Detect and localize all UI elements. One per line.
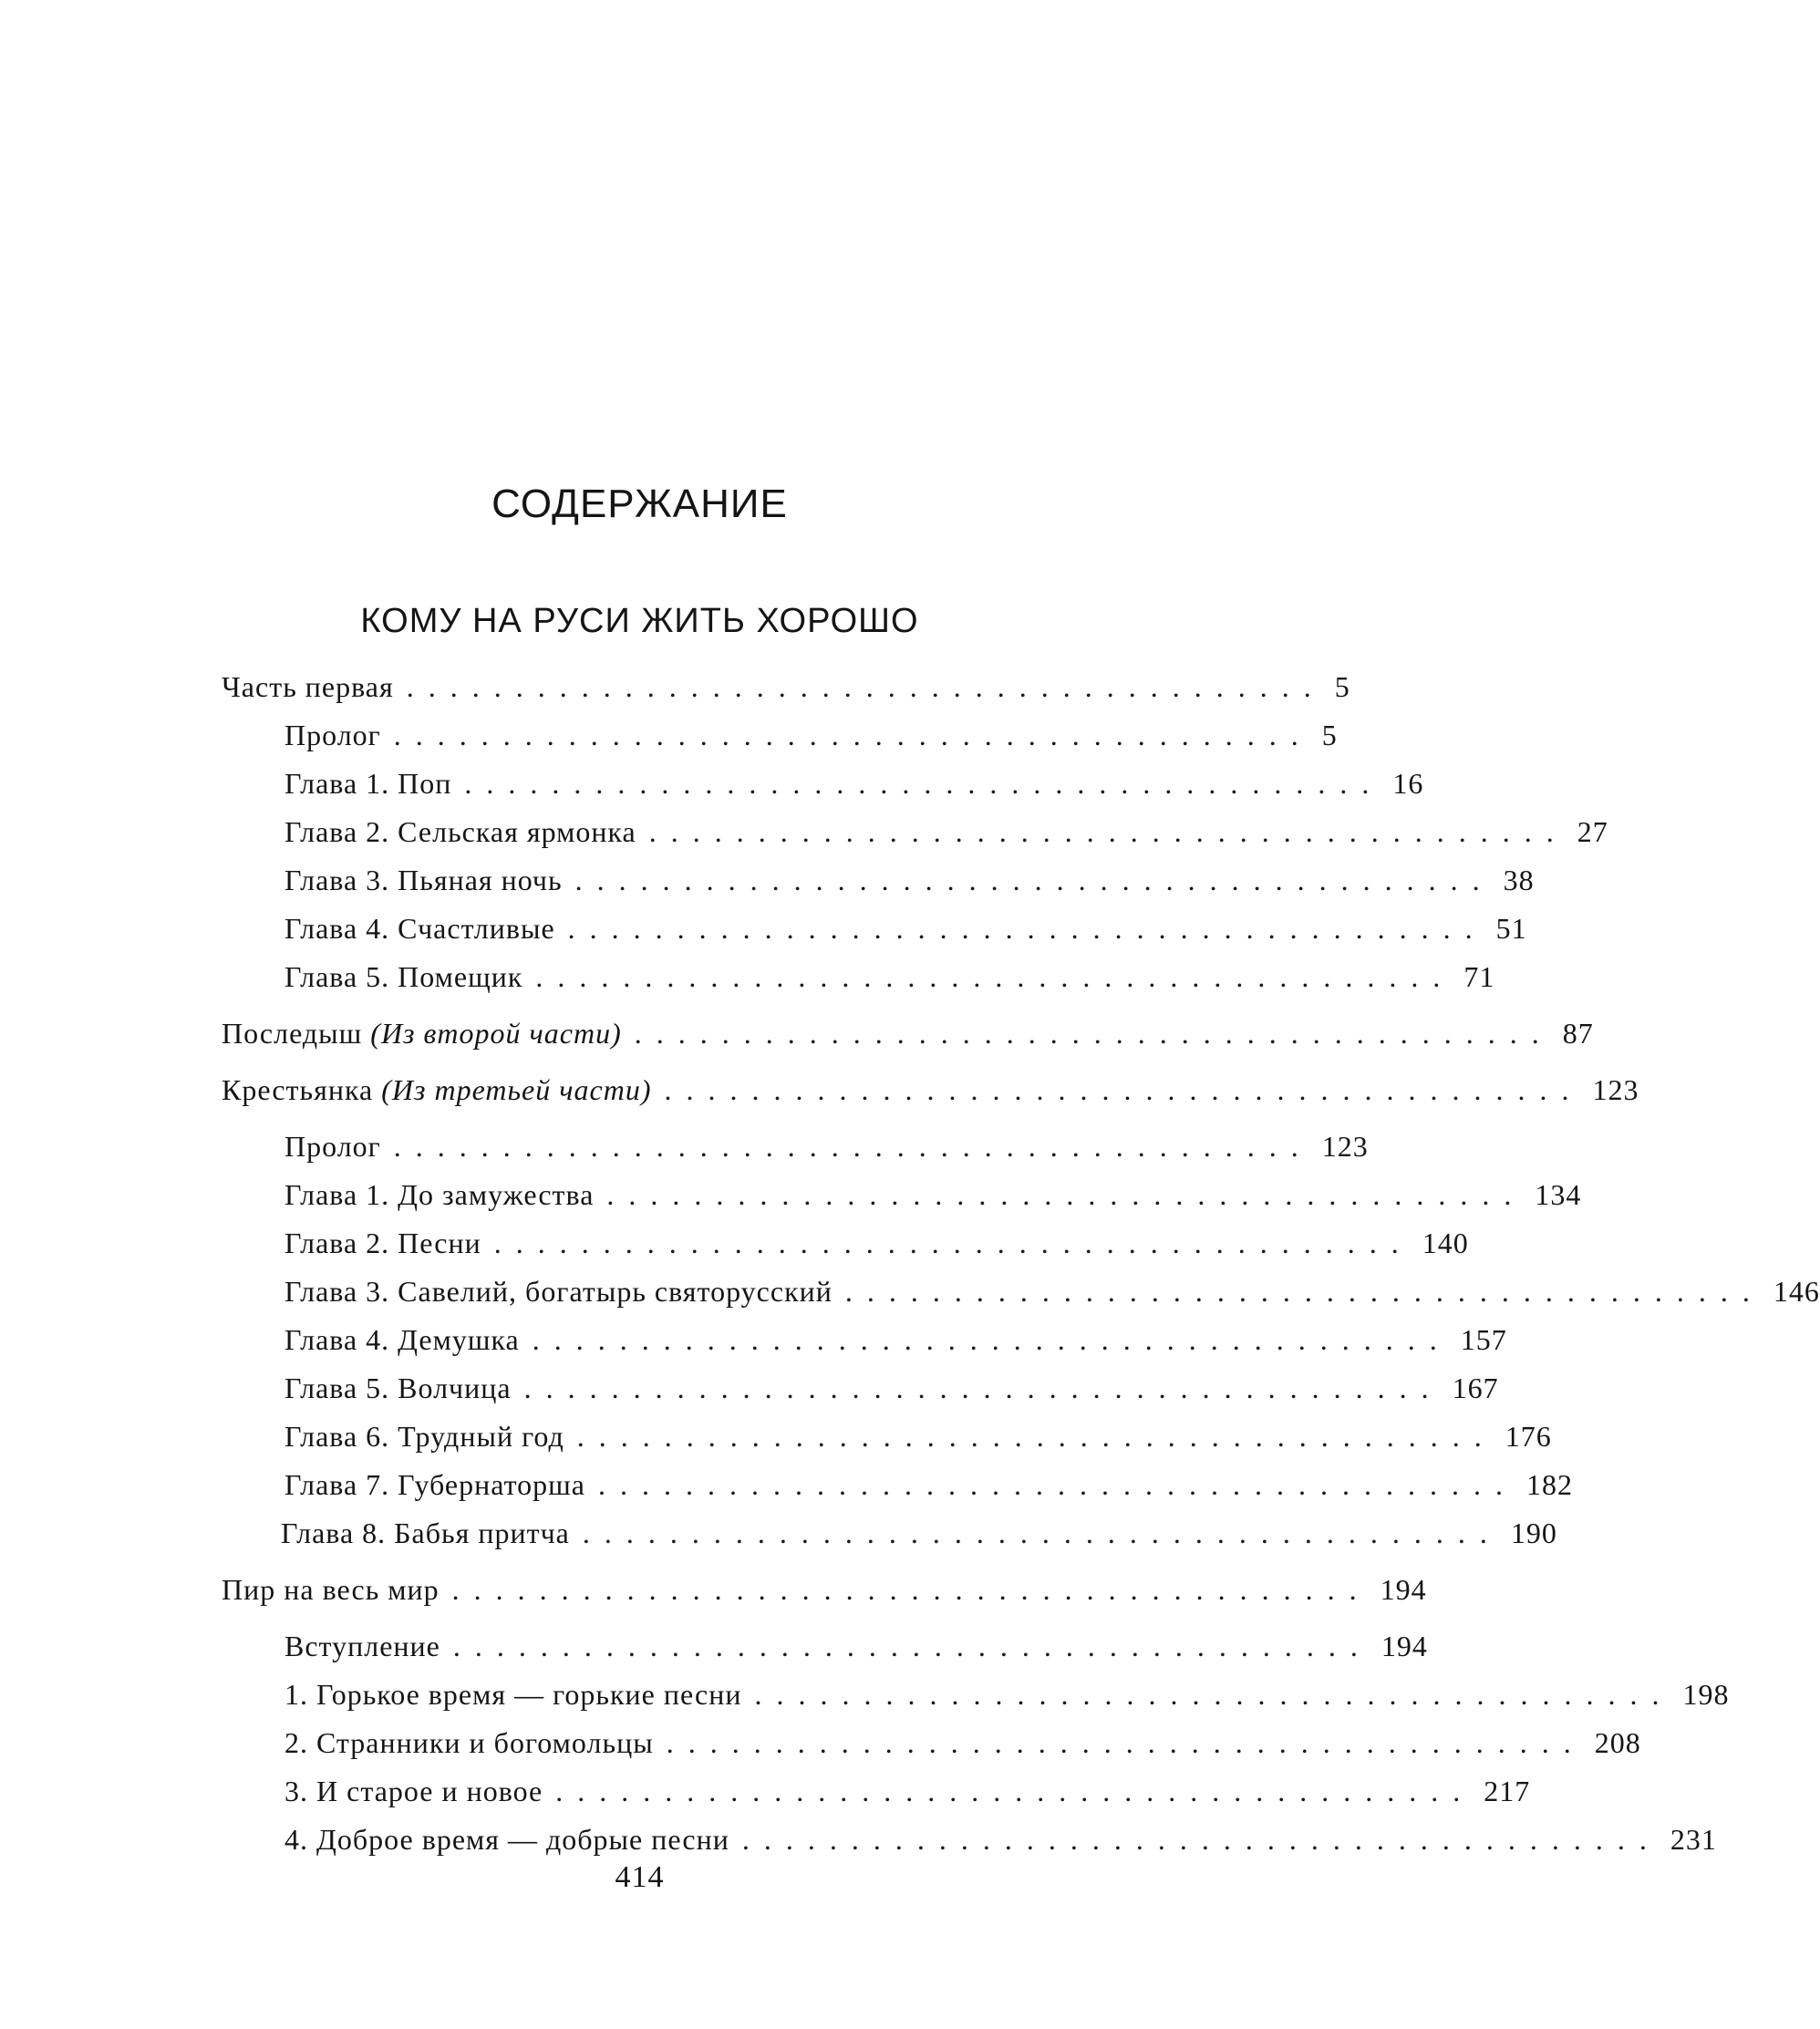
toc-entry	[284, 1319, 1507, 1361]
dot-leader: ..........................................	[555, 1775, 1475, 1807]
toc-entry-title: Глава 7. Губернаторша	[284, 1468, 585, 1501]
toc-entry	[281, 1512, 1557, 1554]
toc-entry-title: Глава 1. Поп	[284, 767, 452, 800]
toc-entry-page: 217	[1484, 1775, 1531, 1807]
toc-entry	[284, 1415, 1552, 1457]
toc-entry-page: 123	[1592, 1073, 1639, 1106]
dot-leader: ..........................................	[574, 864, 1494, 896]
dot-leader: ..........................................	[664, 1073, 1584, 1106]
toc-entry-page: 38	[1503, 864, 1535, 896]
dot-leader: ..........................................	[666, 1726, 1586, 1759]
dot-leader: ..........................................	[393, 1130, 1313, 1163]
dot-leader: ..........................................	[844, 1275, 1764, 1308]
toc-entry	[284, 907, 1527, 949]
dot-leader: ..........................................	[406, 670, 1326, 703]
toc-entry	[284, 714, 1338, 756]
toc-entry	[284, 1625, 1428, 1667]
dot-leader: ..........................................	[523, 1372, 1443, 1404]
toc-entry-title: Последыш	[222, 1017, 363, 1050]
toc-entry-title: Пир на весь мир	[222, 1573, 439, 1606]
toc-entry-title: Глава 5. Волчица	[284, 1372, 512, 1404]
work-title: КОМУ НА РУСИ ЖИТЬ ХОРОШО	[360, 602, 919, 640]
toc-entry-title: 4. Доброе время — добрые песни	[284, 1823, 729, 1856]
dot-leader: ..........................................	[464, 767, 1384, 800]
toc-entry-title: Глава 2. Песни	[284, 1227, 481, 1259]
toc-entry-title: Глава 3. Пьяная ночь	[284, 864, 563, 896]
toc-entry-title: Глава 4. Демушка	[284, 1323, 520, 1356]
dot-leader: ..........................................	[532, 1323, 1452, 1356]
toc-entry-title: Глава 2. Сельская ярмонка	[284, 815, 636, 848]
toc-entry-title: Глава 1. До замужества	[284, 1178, 595, 1211]
toc-entry-page: 5	[1321, 719, 1338, 751]
toc-entry-title: Глава 3. Савелий, богатырь святорусский	[284, 1275, 832, 1308]
toc-entry-page: 157	[1460, 1323, 1507, 1356]
toc-entry-page: 167	[1452, 1372, 1499, 1404]
toc-entry-page: 51	[1495, 912, 1527, 945]
dot-leader: ..........................................	[451, 1573, 1371, 1606]
dot-leader: ..........................................	[648, 815, 1568, 848]
toc-entry-title: 3. И старое и новое	[284, 1775, 543, 1807]
dot-leader: ..........................................	[741, 1823, 1661, 1856]
toc-entry	[284, 1770, 1531, 1812]
dot-leader: ..........................................	[582, 1517, 1502, 1549]
dot-leader: ..........................................	[597, 1468, 1517, 1501]
page-number: 414	[615, 1860, 665, 1894]
toc-entry	[284, 1125, 1369, 1167]
dot-leader: ..........................................	[606, 1178, 1526, 1211]
dot-leader: ..........................................	[393, 719, 1313, 751]
toc-entry-page: 87	[1562, 1017, 1594, 1050]
toc-entry	[284, 1222, 1469, 1264]
toc-entry-page: 190	[1510, 1517, 1557, 1549]
toc-entry-page: 176	[1505, 1420, 1552, 1453]
toc-entry-page: 16	[1392, 767, 1424, 800]
toc-entry	[284, 956, 1495, 998]
toc-entry-page: 231	[1670, 1823, 1717, 1856]
toc-entry-page: 5	[1334, 670, 1350, 703]
toc-entry-title: 1. Горькое время — горькие песни	[284, 1678, 742, 1711]
toc-entry-page: 194	[1381, 1630, 1428, 1662]
toc-entry-title: Пролог	[284, 719, 381, 751]
toc-entry-page: 146	[1773, 1275, 1820, 1308]
dot-leader: ..........................................	[535, 960, 1455, 993]
toc-entry	[284, 1270, 1820, 1312]
toc-entry	[284, 1174, 1582, 1216]
dot-leader: ..........................................	[452, 1630, 1372, 1662]
toc-entry	[284, 1673, 1730, 1715]
dot-leader: ..........................................	[754, 1678, 1674, 1711]
toc-entry-title: Глава 8. Бабья притча	[281, 1517, 570, 1549]
toc-entry	[222, 666, 1350, 708]
toc-entry-title: Глава 5. Помещик	[284, 960, 523, 993]
toc-entry-title: Глава 4. Счастливые	[284, 912, 555, 945]
dot-leader: ..........................................	[493, 1227, 1413, 1259]
toc-entry	[284, 811, 1608, 853]
toc-entry	[284, 1367, 1499, 1409]
toc-entry-page: 134	[1535, 1178, 1582, 1211]
toc-entry	[222, 1568, 1427, 1610]
toc-entry	[284, 859, 1535, 901]
toc-entry-page: 194	[1380, 1573, 1427, 1606]
toc-entry-title: Глава 6. Трудный год	[284, 1420, 564, 1453]
toc-entry-title: Пролог	[284, 1130, 381, 1163]
dot-leader: ..........................................	[576, 1420, 1496, 1453]
toc-entry	[284, 1722, 1641, 1764]
contents-heading: СОДЕРЖАНИЕ	[491, 481, 788, 526]
dot-leader: ..........................................	[567, 912, 1487, 945]
toc-entry-title: Крестьянка	[222, 1073, 374, 1106]
toc-entry-title: Вступление	[284, 1630, 440, 1662]
toc-entry-title: 2. Странники и богомольцы	[284, 1726, 654, 1759]
toc-entry-page: 123	[1321, 1130, 1369, 1163]
toc-entry-title: Часть первая	[222, 670, 394, 703]
toc-entry-subtitle: (Из второй части)	[370, 1017, 622, 1050]
toc-entry-subtitle: (Из третьей части)	[381, 1073, 652, 1106]
toc-entry	[284, 1818, 1717, 1860]
toc-entry-page: 182	[1525, 1468, 1573, 1501]
toc-entry-page: 140	[1422, 1227, 1469, 1259]
toc-entry	[222, 1012, 1594, 1054]
toc-entry-page: 208	[1594, 1726, 1641, 1759]
toc-entry	[284, 762, 1424, 804]
toc-entry-page: 27	[1577, 815, 1608, 848]
toc-entry-page: 71	[1463, 960, 1495, 993]
dot-leader: ..........................................	[634, 1017, 1554, 1050]
toc-entry-page: 198	[1682, 1678, 1730, 1711]
toc-entry	[284, 1464, 1573, 1506]
toc-entry	[222, 1069, 1639, 1111]
